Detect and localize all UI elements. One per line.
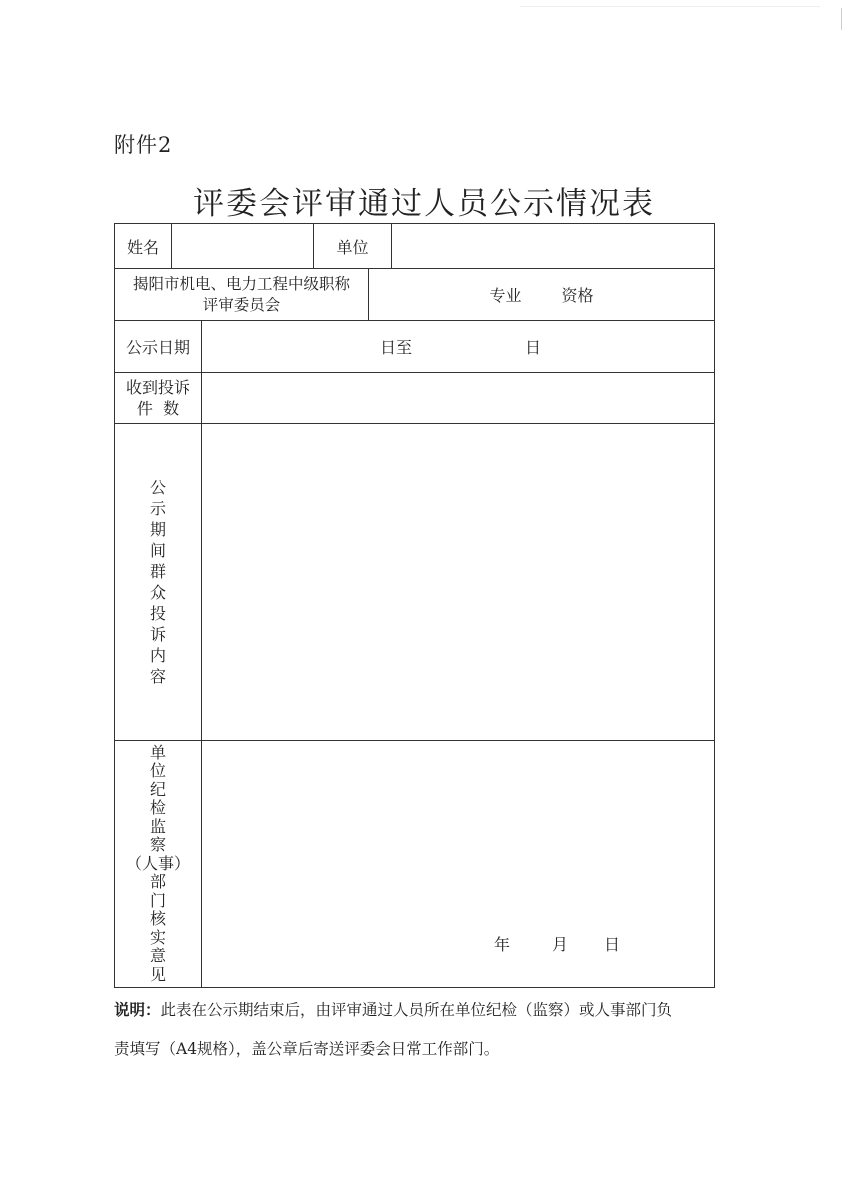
complaints-label-line1: 收到投诉	[125, 378, 190, 397]
vertical-char: 内	[149, 646, 166, 665]
date-field[interactable]	[202, 321, 714, 372]
scan-corner-mark	[838, 8, 842, 30]
complaint-content-label	[115, 424, 201, 740]
major-qualification-field[interactable]	[369, 269, 714, 320]
date-from-suffix: 日至	[380, 338, 413, 357]
verification-opinion-field[interactable]	[202, 741, 714, 987]
note-line2: 责填写（A4规格），盖公章后寄送评委会日常工作部门。	[114, 1040, 500, 1058]
unit-field[interactable]	[392, 224, 714, 268]
committee-name	[115, 269, 368, 320]
vertical-char: 部	[149, 872, 166, 892]
complaints-count-label	[115, 373, 201, 423]
note-bold-prefix: 说明：	[114, 1000, 161, 1019]
date-to-suffix: 日	[525, 338, 542, 357]
table-border-right	[714, 223, 715, 988]
verification-opinion-label	[115, 741, 201, 987]
qualification-label: 资格	[561, 286, 594, 305]
name-field[interactable]	[172, 224, 313, 268]
note-text-line1: 此表在公示期结束后，由评审通过人员所在单位纪检（监察）或人事部门负	[160, 1001, 673, 1019]
committee-name-line2: 评审委员会	[202, 295, 281, 314]
vertical-char: 实	[149, 927, 166, 947]
table-border-bottom	[114, 987, 715, 988]
vertical-char: 诉	[149, 625, 166, 644]
scan-edge-mark	[520, 6, 820, 7]
vertical-char: 单	[149, 742, 166, 762]
vertical-char: 门	[149, 890, 166, 910]
vertical-char: 期	[149, 520, 166, 539]
vertical-char: 公	[149, 478, 166, 497]
vertical-char: 示	[149, 499, 166, 518]
vertical-char: 见	[149, 964, 166, 984]
complaints-count-field[interactable]	[202, 373, 714, 423]
vertical-char: 间	[149, 541, 166, 560]
date-label: 公示日期	[125, 338, 190, 357]
vertical-char: 纪	[149, 779, 166, 799]
vertical-char: 位	[149, 761, 166, 781]
attachment-label: 附件2	[114, 133, 173, 157]
vertical-char: 投	[149, 604, 166, 623]
complaints-label-line2: 件 数	[136, 399, 180, 418]
major-label: 专业	[489, 286, 522, 305]
vertical-char: 意	[149, 946, 166, 966]
day-label: 日	[604, 935, 621, 954]
note-line1	[114, 999, 734, 1021]
page-title: 评委会评审通过人员公示情况表	[193, 186, 655, 222]
vertical-char: 检	[149, 798, 166, 818]
vertical-char: 察	[149, 835, 166, 855]
unit-label: 单位	[336, 237, 369, 257]
vertical-char: 群	[149, 562, 166, 581]
committee-name-line1: 揭阳市机电、电力工程中级职称	[132, 274, 350, 293]
complaint-content-field[interactable]	[202, 424, 714, 740]
vertical-char: 核	[149, 909, 166, 929]
month-label: 月	[552, 935, 569, 954]
vertical-char: （人事）	[125, 853, 190, 873]
name-label: 姓名	[126, 237, 159, 257]
vertical-char: 容	[149, 667, 166, 686]
vertical-char: 监	[149, 816, 166, 836]
year-label: 年	[494, 935, 511, 954]
vertical-char: 众	[149, 583, 166, 602]
